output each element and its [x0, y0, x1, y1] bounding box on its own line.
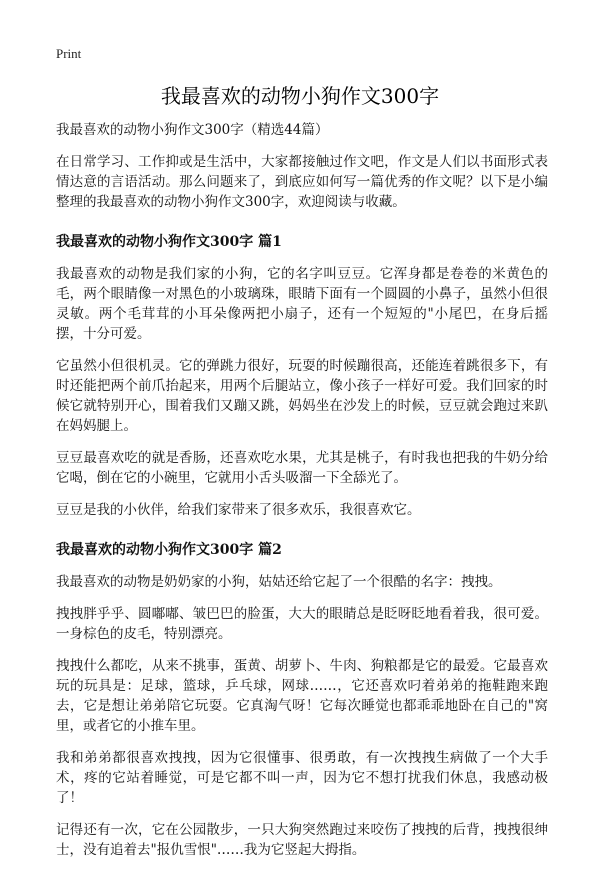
section-heading: 我最喜欢的动物小狗作文300字 篇2 [56, 542, 282, 558]
section-paragraph: 拽拽什么都吃，从来不挑事，蛋黄、胡萝卜、牛肉、狗粮都是它的最爱。它最喜欢玩的玩具是：足球，篮球，乒乓球，网球……，它还喜欢叼着弟弟的拖鞋跑来跑去，它是想让弟弟陪它玩耍。它真淘气呀！它每次睡觉也都乖乖地卧在自己的"窝里，或者它的小推车里。 [56, 658, 548, 734]
page-title: 我最喜欢的动物小狗作文300字 [160, 84, 440, 108]
section-paragraph: 豆豆是我的小伙伴，给我们家带来了很多欢乐，我很喜欢它。 [56, 502, 421, 518]
section-paragraph: 我最喜欢的动物是我们家的小狗，它的名字叫豆豆。它浑身都是卷卷的米黄色的毛，两个眼睛像一对黑色的小玻璃珠，眼睛下面有一个圆圆的小鼻子，虽然小但很灵敏。两个毛茸茸的小耳朵像两把小扇子，还有一个短短的"小尾巴，在身后摇摆，十分可爱。 [56, 266, 548, 342]
article-subtitle: 我最喜欢的动物小狗作文300字（精选44篇） [56, 122, 329, 138]
section-1 [56, 232, 548, 520]
section-2 [56, 540, 548, 860]
section-paragraph: 拽拽胖乎乎、圆嘟嘟、皱巴巴的脸蛋，大大的眼睛总是眨呀眨地看着我，很可爱。一身棕色的皮毛，特别漂亮。 [56, 606, 548, 642]
section-paragraph: 我最喜欢的动物是奶奶家的小狗，姑姑还给它起了一个很酷的名字：拽拽。 [56, 574, 502, 590]
section-paragraph: 豆豆最喜欢吃的就是香肠，还喜欢吃水果，尤其是桃子，有时我也把我的牛奶分给它喝，倒在它的小碗里，它就用小舌头吸溜一下全舔光了。 [56, 450, 548, 486]
section-paragraph: 它虽然小但很机灵。它的弹跳力很好，玩耍的时候蹦很高，还能连着跳很多下，有时还能把两个前爪抬起来，用两个后腿站立，像小孩子一样好可爱。我们回家的时候它就特别开心，围着我们又蹦又跳，妈妈坐在沙发上的时候，豆豆就会跑过来趴在妈妈腿上。 [56, 358, 548, 434]
print-link[interactable]: Print [56, 46, 82, 61]
section-paragraph: 记得还有一次，它在公园散步，一只大狗突然跑过来咬伤了拽拽的后背，拽拽很绅士，没有追着去"报仇雪恨"……我为它竖起大拇指。 [56, 822, 548, 858]
intro-paragraph: 在日常学习、工作抑或是生活中，大家都接触过作文吧，作文是人们以书面形式表情达意的言语活动。那么问题来了，到底应如何写一篇优秀的作文呢？以下是小编整理的我最喜欢的动物小狗作文300字，欢迎阅读与收藏。 [56, 154, 548, 210]
article-body [56, 120, 548, 872]
section-paragraph: 我和弟弟都很喜欢拽拽，因为它很懂事、很勇敢，有一次拽拽生病做了一个大手术，疼的它站着睡觉，可是它都不叫一声，因为它不想打扰我们休息，我感动极了！ [56, 750, 548, 806]
section-heading: 我最喜欢的动物小狗作文300字 篇1 [56, 234, 282, 250]
